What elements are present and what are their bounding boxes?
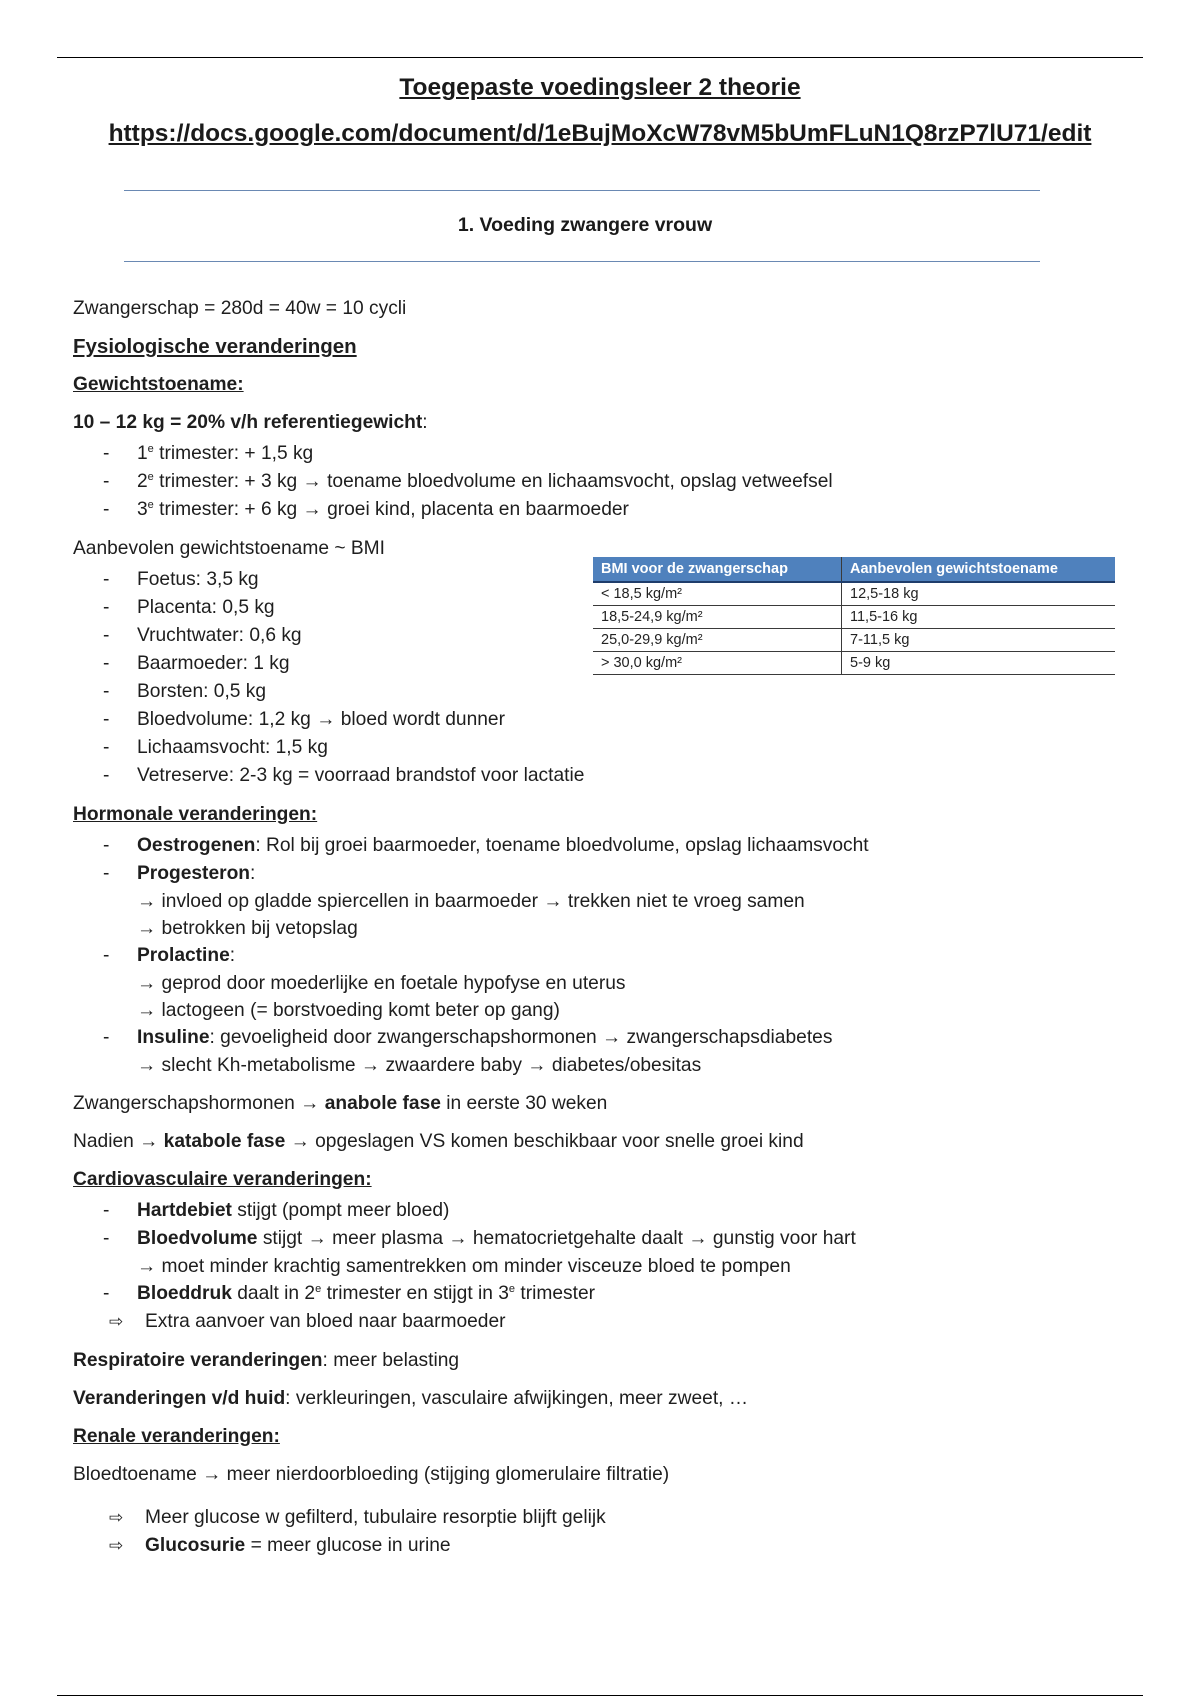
list-item: - Placenta: 0,5 kg xyxy=(73,594,1153,622)
section-heading-hormonaal: Hormonale veranderingen: xyxy=(73,804,318,825)
list-item: - Borsten: 0,5 kg xyxy=(73,678,1153,706)
list-item: - Bloeddruk daalt in 2e trimester en stijgt in 3e trimester xyxy=(73,1280,1153,1308)
bmi-table-cell: 18,5-24,9 kg/m² xyxy=(593,606,842,629)
list-item: - Vruchtwater: 0,6 kg xyxy=(73,622,1153,650)
weight-summary xyxy=(73,410,1153,436)
components-list xyxy=(73,566,1153,790)
document-title: Toegepaste voedingsleer 2 theorie xyxy=(399,74,801,101)
hormones-list xyxy=(73,832,1153,1079)
bmi-table-cell: 25,0-29,9 kg/m² xyxy=(593,629,842,652)
list-item: - Bloedvolume: 1,2 kg → bloed wordt dunner xyxy=(73,706,1153,734)
bmi-table-cell: 11,5-16 kg xyxy=(842,606,1116,629)
page-top-rule xyxy=(57,57,1143,58)
bmi-table-cell: > 30,0 kg/m² xyxy=(593,652,842,675)
list-subitem: → slecht Kh-metabolisme → zwaardere baby → diabetes/obesitas xyxy=(137,1055,702,1076)
weight-summary-rest: : xyxy=(422,412,428,433)
section-heading-renaal: Renale veranderingen: xyxy=(73,1426,280,1447)
anabolic-line: Zwangerschapshormonen → anabole fase in eerste 30 weken xyxy=(73,1093,608,1114)
list-item: - Insuline: gevoeligheid door zwangerschapshormonen → zwangerschapsdiabetes → slecht Kh-metabolisme → zwaardere baby → diabetes/obesitas xyxy=(73,1024,1153,1079)
page-bottom-rule xyxy=(57,1695,1143,1696)
weight-summary-bold: 10 – 12 kg = 20% v/h referentiegewicht xyxy=(73,412,423,433)
catabolic-line: Nadien → katabole fase → opgeslagen VS komen beschikbaar voor snelle groei kind xyxy=(73,1131,804,1152)
document-url[interactable]: https://docs.google.com/document/d/1eBujMoXcW78vM5bUmFLuN1Q8rzP7lU71/edit xyxy=(108,120,1092,147)
list-item: - Baarmoeder: 1 kg xyxy=(73,650,1153,678)
renal-arrow-list xyxy=(73,1504,1153,1560)
section-heading-fysiologisch: Fysiologische veranderingen xyxy=(73,335,357,358)
list-item: - Hartdebiet stijgt (pompt meer bloed) xyxy=(73,1197,1153,1225)
list-item: - Prolactine: → geprod door moederlijke en foetale hypofyse en uterus → lactogeen (= borstvoeding komt beter op gang) xyxy=(73,942,1153,1024)
arrow-list-item: ⇨ Extra aanvoer van bloed naar baarmoeder xyxy=(73,1308,1153,1336)
list-item: - Progesteron: → invloed op gladde spiercellen in baarmoeder → trekken niet te vroeg samen → betrokken bij vetopslag xyxy=(73,860,1153,942)
list-subitem: → invloed op gladde spiercellen in baarmoeder → trekken niet te vroeg samen xyxy=(137,891,805,912)
list-item: - Foetus: 3,5 kg xyxy=(73,566,1153,594)
chapter-title: 1. Voeding zwangere vrouw xyxy=(457,214,713,236)
bmi-table-header-cell: BMI voor de zwangerschap xyxy=(593,557,842,582)
respiratory-line: Respiratoire veranderingen: meer belasting xyxy=(73,1350,460,1371)
list-item: - Vetreserve: 2-3 kg = voorraad brandstof voor lactatie xyxy=(73,762,1153,790)
subheading-gewichtstoename: Gewichtstoename: xyxy=(73,374,244,395)
section-heading-cardio: Cardiovasculaire veranderingen: xyxy=(73,1169,372,1190)
recommended-line: Aanbevolen gewichtstoename ~ BMI xyxy=(73,538,385,559)
intro-line: Zwangerschap = 280d = 40w = 10 cycli xyxy=(73,298,407,319)
arrow-list-item: ⇨ Glucosurie = meer glucose in urine xyxy=(73,1532,1153,1560)
document-body xyxy=(73,296,1153,1560)
list-item: - 2e trimester: + 3 kg → toename bloedvolume en lichaamsvocht, opslag vetweefsel xyxy=(73,468,1153,496)
bmi-table-cell: 5-9 kg xyxy=(842,652,1116,675)
list-subitem: → moet minder krachtig samentrekken om minder visceuze bloed te pompen xyxy=(137,1256,791,1277)
bmi-table-cell: 7-11,5 kg xyxy=(842,629,1116,652)
cardio-list xyxy=(73,1197,1153,1308)
chapter-rule-top xyxy=(124,190,1040,191)
skin-line: Veranderingen v/d huid: verkleuringen, vasculaire afwijkingen, meer zweet, … xyxy=(73,1388,749,1409)
list-item: - 3e trimester: + 6 kg → groei kind, placenta en baarmoeder xyxy=(73,496,1153,524)
list-subitem: → betrokken bij vetopslag xyxy=(137,918,358,939)
list-item: - 1e trimester: + 1,5 kg xyxy=(73,440,1153,468)
list-item: - Lichaamsvocht: 1,5 kg xyxy=(73,734,1153,762)
list-item: - Bloedvolume stijgt → meer plasma → hematocrietgehalte daalt → gunstig voor hart → moet minder krachtig samentrekken om minder visceuze bloed te pompen xyxy=(73,1225,1153,1280)
bmi-table-cell: 12,5-18 kg xyxy=(842,582,1116,606)
list-item: - Oestrogenen: Rol bij groei baarmoeder, toename bloedvolume, opslag lichaamsvocht xyxy=(73,832,1153,860)
chapter-rule-bottom xyxy=(124,261,1040,262)
arrow-list-item: ⇨ Meer glucose w gefilterd, tubulaire resorptie blijft gelijk xyxy=(73,1504,1153,1532)
renal-line: Bloedtoename → meer nierdoorbloeding (stijging glomerulaire filtratie) xyxy=(73,1464,670,1485)
bmi-table-header-cell: Aanbevolen gewichtstoename xyxy=(842,557,1116,582)
cardio-arrow-list xyxy=(73,1308,1153,1336)
bmi-table-cell: < 18,5 kg/m² xyxy=(593,582,842,606)
list-subitem: → lactogeen (= borstvoeding komt beter op gang) xyxy=(137,1000,560,1021)
trimester-list xyxy=(73,440,1153,524)
list-subitem: → geprod door moederlijke en foetale hypofyse en uterus xyxy=(137,973,626,994)
